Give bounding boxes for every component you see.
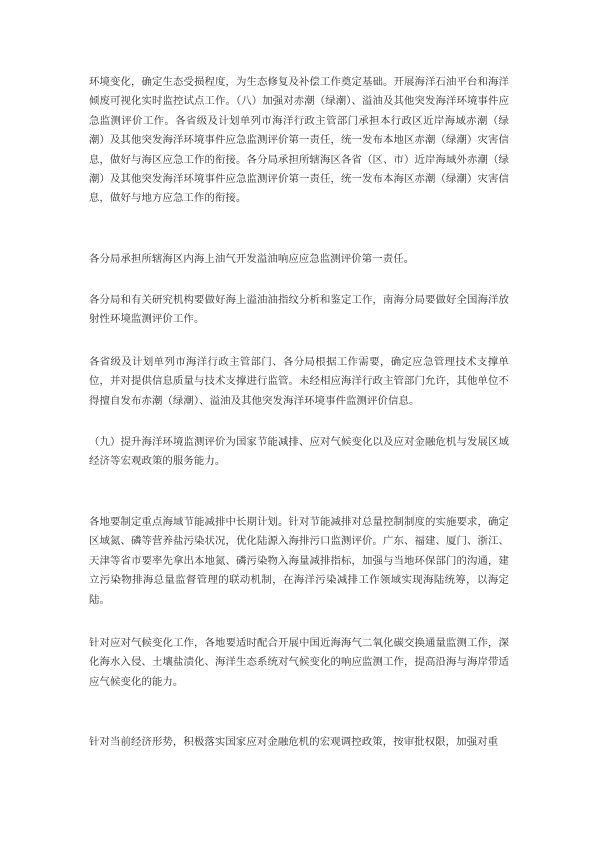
paragraph-energy-saving-plan: 各地要制定重点海域节能减排中长期计划。针对节能减排对总量控制制度的实施要求，确定区域氮、磷等营养盐污染状况，优化陆源入海排污口监测评价。广东、福建、厦门、浙江、天津等省市要率先拿出本地氮、磷污染物入海量减排指标，加强与当地环保部门的沟通，建立污染物排海总量监督管理的联动机制，在海洋污染减排工作领域实现海陆统筹，以海定陆。 (89, 516, 509, 606)
paragraph-oil-fingerprint-analysis: 各分局和有关研究机构要做好海上溢油油指纹分析和鉴定工作，南海分局要做好全国海洋放射性环境监测评价工作。 (89, 294, 509, 326)
paragraph-section-nine-heading: （九）提升海洋环境监测评价为国家节能减排、应对气候变化以及应对金融危机与发展区域经济等宏观政策的服务能力。 (89, 436, 509, 468)
paragraph-technical-support-units: 各省级及计划单列市海洋行政主管部门、各分局根据工作需要，确定应急管理技术支撑单位，并对提供信息质量与技术支撑进行监管。未经相应海洋行政主管部门允许，其他单位不得擅自发布赤潮（绿潮）、溢油及其他突发海洋环境事件监测评价信息。 (89, 356, 509, 407)
paragraph-economic-situation: 针对当前经济形势，积极落实国家应对金融危机的宏观调控政策，按审批权限，加强对重 (89, 736, 499, 748)
paragraph-environment-and-red-tide: 环境变化，确定生态受损程度，为生态修复及补偿工作奠定基础。开展海洋石油平台和海洋倾废可视化实时监控试点工作。（八）加强对赤潮（绿潮）、溢油及其他突发海洋环境事件应急监测评价工作。各省级及计划单列市海洋行政主管部门承担本行政区近岸海域赤潮（绿潮）及其他突发海洋环境事件应急监测评价第一责任，统一发布本地区赤潮（绿潮）灾害信息，做好与海区应急工作的衔接。各分局承担所辖海区各省（区、市）近岸海域外赤潮（绿潮）及其他突发海洋环境事件应急监测评价第一责任，统一发布本海区赤潮（绿潮）灾害信息，做好与地方应急工作的衔接。 (89, 76, 509, 205)
paragraph-oil-spill-responsibility: 各分局承担所辖海区内海上油气开发溢油响应应急监测评价第一责任。 (89, 253, 415, 265)
paragraph-climate-change: 针对应对气候变化工作，各地要适时配合开展中国近海海气二氧化碳交换通量监测工作，深化海水入侵、土壤盐渍化、海洋生态系统对气候变化的响应监测工作，提高沿海与海岸带适应气候变化的能力。 (89, 637, 509, 688)
